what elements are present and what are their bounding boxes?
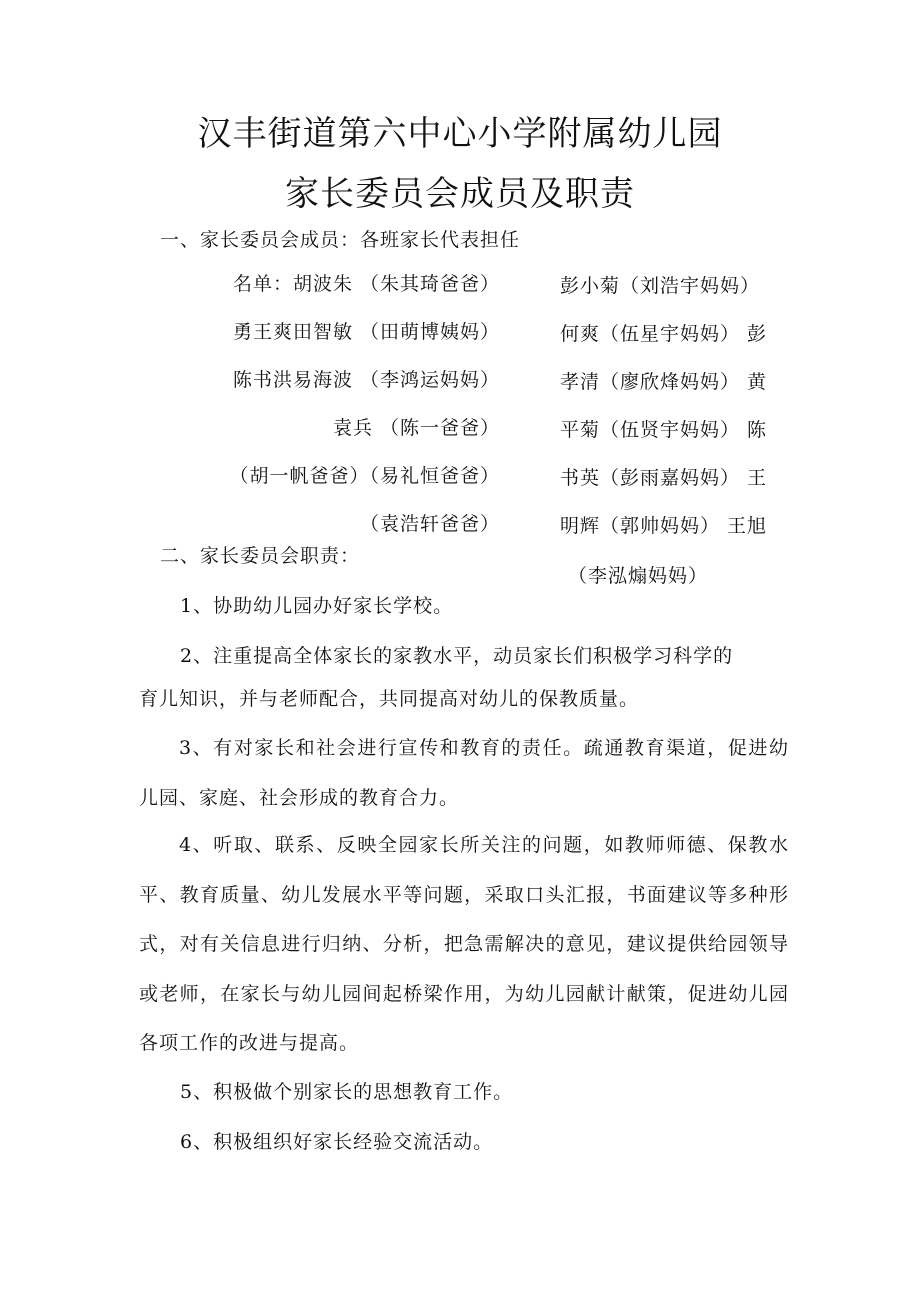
member-entry: 名单：胡波朱 （朱其琦爸爸） xyxy=(232,273,500,295)
duty-item-4: 4、听取、联系、反映全园家长所关注的问题，如教师师德、保教水平、教育质量、幼儿发展水平等问题，采取口头汇报，书面建议等多种形式，对有关信息进行归纳、分析，把急需解决的意见，建议提供给园领导或老师，在家长与幼儿园间起桥梁作用，为幼儿园献计献策，促进幼儿园各项工作的改进与提高。 xyxy=(139,834,789,1054)
member-entry: 何爽（伍星宇妈妈） 彭 xyxy=(560,323,768,345)
member-entry: 陈书洪易海波 （李鸿运妈妈） xyxy=(232,369,500,391)
section-2-heading: 二、家长委员会职责： xyxy=(160,545,361,567)
member-entry: 袁兵 （陈一爸爸） xyxy=(332,417,500,439)
member-entry: （袁浩轩爸爸） xyxy=(359,513,500,535)
duty-item-6: 6、积极组织好家长经验交流活动。 xyxy=(180,1131,494,1153)
duty-item-5: 5、积极做个别家长的思想教育工作。 xyxy=(180,1081,514,1103)
section-1-heading: 一、家长委员会成员：各班家长代表担任 xyxy=(160,229,521,251)
member-entry: 勇王爽田智敏 （田萌博姨妈） xyxy=(232,321,500,343)
member-entry: （李泓煽妈妈） xyxy=(568,565,709,587)
duty-item-3: 3、有对家长和社会进行宣传和教育的责任。疏通教育渠道，促进幼儿园、家庭、社会形成的教育合力。 xyxy=(139,737,789,809)
member-entry: 平菊（伍贤宇妈妈） 陈 xyxy=(560,419,768,441)
title-line-1: 汉丰街道第六中心小学附属幼儿园 xyxy=(197,114,723,154)
title-line-2: 家长委员会成员及职责 xyxy=(285,174,635,214)
duty-item-1: 1、协助幼儿园办好家长学校。 xyxy=(180,595,454,617)
member-entry: 明辉（郭帅妈妈） 王旭 xyxy=(560,515,768,537)
duty-item-2-continued: 育儿知识，并与老师配合，共同提高对幼儿的保教质量。 xyxy=(139,688,640,710)
duty-item-2: 2、注重提高全体家长的家教水平，动员家长们积极学习科学的 xyxy=(180,645,734,667)
member-entry: （胡一帆爸爸）（易礼恒爸爸） xyxy=(229,465,500,487)
member-entry: 书英（彭雨嘉妈妈） 王 xyxy=(560,467,768,489)
member-entry: 彭小菊（刘浩宇妈妈） xyxy=(560,275,761,297)
member-entry: 孝清（廖欣烽妈妈） 黄 xyxy=(560,371,768,393)
